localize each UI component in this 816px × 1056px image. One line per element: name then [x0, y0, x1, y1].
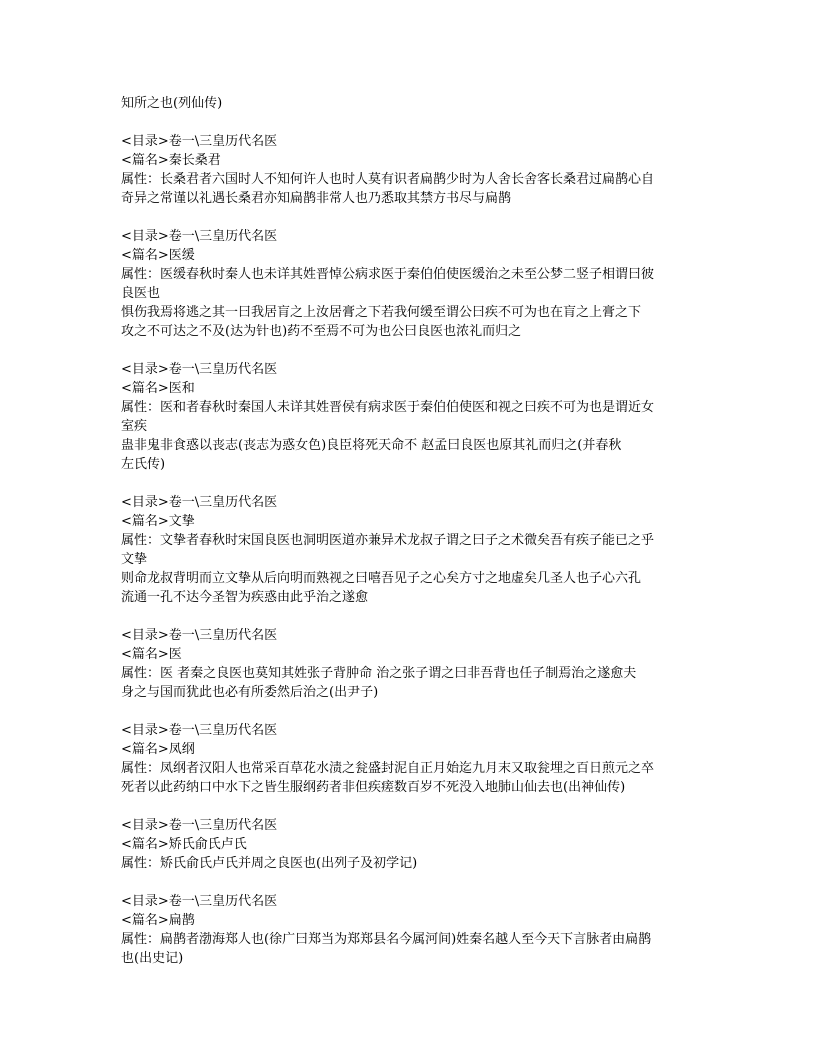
attribute-line: 室疾: [121, 419, 148, 434]
attribute-line: 奇异之常谨以礼遇长桑君亦知扁鹊非常人也乃悉取其禁方书尽与扁鹊: [121, 191, 512, 206]
attribute-line: 属性：医缓春秋时秦人也未详其姓晋悼公病求医于秦伯伯使医缓治之未至公梦二竖子相谓曰彼: [121, 267, 655, 282]
attribute-line: 惧伤我焉将逃之其一曰我居肓之上汝居膏之下若我何缓至谓公曰疾不可为也在肓之上膏之下: [121, 305, 642, 320]
attribute-line: 流通一孔不达今圣智为疾惑由此乎治之遂愈: [121, 590, 369, 605]
entry-block: [121, 132, 701, 208]
spacer: [121, 797, 701, 816]
spacer: [121, 873, 701, 892]
entry-block: [121, 721, 701, 797]
title-line: <篇名>矫氏俞氏卢氏: [121, 837, 247, 852]
attribute-line: 属性：文挚者春秋时宋国良医也洞明医道亦兼异术龙叔子谓之曰子之术微矣吾有疾子能已之乎: [121, 533, 655, 548]
catalog-line: <目录>卷一\三皇历代名医: [121, 134, 278, 149]
spacer: [121, 474, 701, 493]
title-line: <篇名>秦长桑君: [121, 153, 221, 168]
attribute-line: 属性：扁鹊者渤海郑人也(徐广曰郑当为郑郑县名今属河间)姓秦名越人至今天下言脉者由扁鹊: [121, 932, 652, 947]
catalog-line: <目录>卷一\三皇历代名医: [121, 495, 278, 510]
attribute-line: 属性：医 者秦之良医也莫知其姓张子背肿命 治之张子谓之曰非吾背也任子制焉治之遂愈夫: [121, 666, 637, 681]
attribute-line: 属性：医和者春秋时秦国人未详其姓晋侯有病求医于秦伯伯使医和视之曰疾不可为也是谓近女: [121, 400, 655, 415]
title-line: <篇名>文挚: [121, 514, 195, 529]
entry-block: [121, 360, 701, 474]
attribute-line: 良医也: [121, 286, 161, 301]
catalog-line: <目录>卷一\三皇历代名医: [121, 362, 278, 377]
attribute-line: 文挚: [121, 552, 148, 567]
title-line: <篇名>凤纲: [121, 742, 195, 757]
attribute-line: 属性：矫氏俞氏卢氏并周之良医也(出列子及初学记): [121, 856, 418, 871]
attribute-line: 属性：长桑君者六国时人不知何许人也时人莫有识者扁鹊少时为人舍长舍客长桑君过扁鹊心自: [121, 172, 655, 187]
entry-block: [121, 227, 701, 341]
intro-line: 知所之也(列仙传): [121, 96, 223, 111]
spacer: [121, 113, 701, 132]
attribute-line: 攻之不可达之不及(达为针也)药不至焉不可为也公曰良医也浓礼而归之: [121, 324, 522, 339]
title-line: <篇名>医: [121, 647, 182, 662]
spacer: [121, 702, 701, 721]
attribute-line: 身之与国而犹此也必有所委然后治之(出尹子): [121, 685, 379, 700]
spacer: [121, 341, 701, 360]
entry-block: [121, 493, 701, 607]
entry-block: [121, 816, 701, 873]
attribute-line: 也(出史记): [121, 951, 184, 966]
catalog-line: <目录>卷一\三皇历代名医: [121, 818, 278, 833]
title-line: <篇名>医和: [121, 381, 195, 396]
title-line: <篇名>扁鹊: [121, 913, 195, 928]
document-body: [121, 94, 701, 968]
catalog-line: <目录>卷一\三皇历代名医: [121, 229, 278, 244]
attribute-line: 左氏传): [121, 457, 166, 472]
spacer: [121, 607, 701, 626]
entry-block: [121, 892, 701, 968]
attribute-line: 属性：凤纲者汉阳人也常采百草花水渍之瓮盛封泥自正月始迄九月末又取瓮埋之百日煎元之卒: [121, 761, 655, 776]
title-line: <篇名>医缓: [121, 248, 195, 263]
catalog-line: <目录>卷一\三皇历代名医: [121, 628, 278, 643]
entry-block: [121, 626, 701, 702]
attribute-line: 蛊非鬼非食惑以丧志(丧志为惑女色)良臣将死天命不 赵孟曰良医也原其礼而归之(并春秋: [121, 438, 622, 453]
spacer: [121, 208, 701, 227]
attribute-line: 则命龙叔背明而立文挚从后向明而熟视之曰嘻吾见子之心矣方寸之地虚矣几圣人也子心六孔: [121, 571, 642, 586]
catalog-line: <目录>卷一\三皇历代名医: [121, 894, 278, 909]
catalog-line: <目录>卷一\三皇历代名医: [121, 723, 278, 738]
attribute-line: 死者以此药纳口中水下之皆生服纲药者非但疾瘥数百岁不死没入地肺山仙去也(出神仙传): [121, 780, 626, 795]
